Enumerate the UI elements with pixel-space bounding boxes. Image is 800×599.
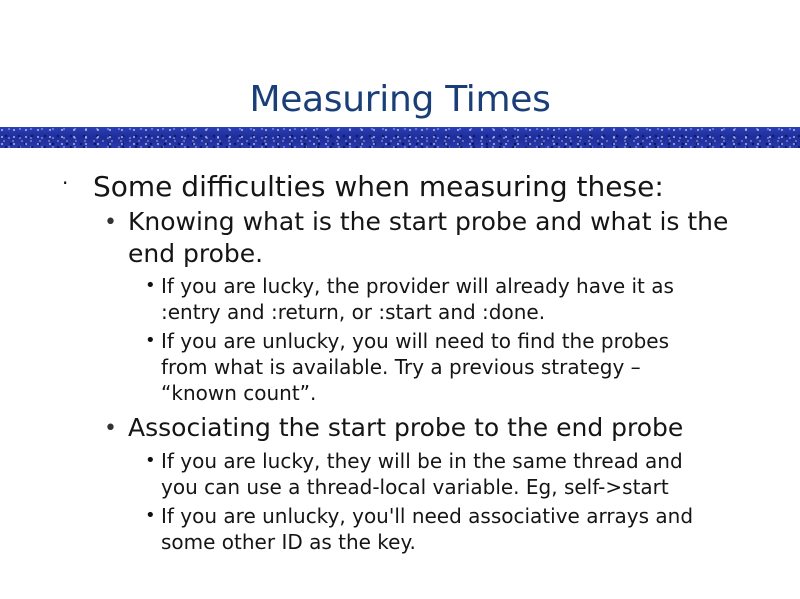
bullet-level3-text-line: “known count”. [161, 381, 317, 405]
bullet-marker-level3: • [145, 330, 156, 351]
bullet-level1-text: Some difficulties when measuring these: [93, 170, 664, 203]
bullet-marker-level3: • [145, 450, 156, 471]
bullet-marker-level1: · [62, 171, 69, 195]
bullet-marker-level2: • [104, 416, 117, 441]
bullet-level2-text-line: end probe. [128, 239, 264, 268]
bullet-level3-text-line: some other ID as the key. [161, 530, 416, 554]
bullet-level3-text-line: If you are lucky, they will be in the same thread and [161, 449, 683, 473]
bullet-marker-level2: • [104, 210, 117, 235]
bullet-marker-level3: • [145, 275, 156, 296]
bullet-level3-text-line: :entry and :return, or :start and :done. [161, 300, 546, 324]
slide-title: Measuring Times [249, 79, 551, 120]
bullet-marker-level3: • [145, 505, 156, 526]
bullet-level2-text-line: Associating the start probe to the end probe [128, 413, 684, 442]
bullet-level3-text-line: If you are lucky, the provider will already have it as [161, 274, 674, 298]
bullet-level3-text-line: you can use a thread-local variable. Eg, self->start [161, 475, 669, 499]
bullet-level3-text-line: If you are unlucky, you'll need associative arrays and [161, 504, 694, 528]
bullet-level3-text-line: from what is available. Try a previous strategy – [161, 355, 641, 379]
bullet-level2-text-line: Knowing what is the start probe and what is the [128, 207, 729, 236]
bullet-level3-text-line: If you are unlucky, you will need to find the probes [161, 329, 670, 353]
